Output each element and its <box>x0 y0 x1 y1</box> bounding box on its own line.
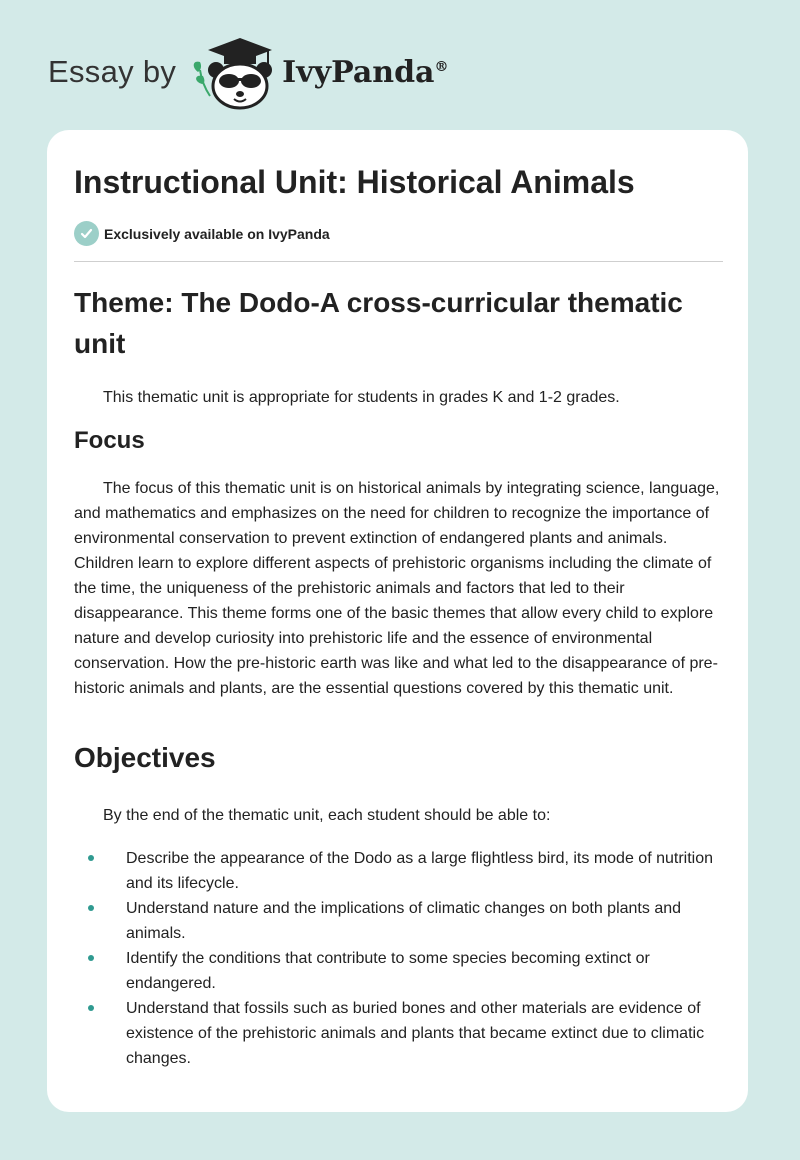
essay-by-label: Essay by <box>48 54 177 89</box>
list-item-text: Understand that fossils such as buried bones and other materials are evidence of existence of the prehistoric animals and plants that became extinct due to climatic changes. <box>126 1000 705 1067</box>
theme-heading: Theme: The Dodo-A cross-curricular thematic unit <box>74 287 683 359</box>
theme-paragraph: This thematic unit is appropriate for students in grades K and 1-2 grades. <box>103 389 620 406</box>
list-item-text: Describe the appearance of the Dodo as a large flightless bird, its mode of nutrition and its lifecycle. <box>126 850 713 892</box>
panda-logo-icon[interactable] <box>188 32 280 112</box>
focus-paragraph: The focus of this thematic unit is on historical animals by integrating science, language, and mathematics and emphasizes on the need for children to recognize the importance of environmental conservation to prevent extinction of endangered plants and animals. Children learn to explore different aspects of prehistoric organisms including the climate of the time, the uniqueness of the prehistoric animals and factors that led to their disappearance. This theme forms one of the basic themes that allow every child to explore nature and develop curiosity into prehistoric life and the essence of environmental conservation. How the pre-historic earth was like and what led to the disappearance of pre-historic animals and plants, are the essential questions covered by this thematic unit. <box>74 480 720 697</box>
site-header <box>48 32 449 112</box>
bullet-dot <box>88 955 94 961</box>
list-item <box>74 846 724 896</box>
focus-heading: Focus <box>74 427 145 454</box>
bullet-dot <box>88 855 94 861</box>
registered-mark: ® <box>434 58 449 75</box>
brand-name[interactable]: IvyPanda® <box>282 54 449 90</box>
exclusive-badge-label: Exclusively available on IvyPanda <box>104 225 330 242</box>
list-item <box>74 946 724 996</box>
essay-card <box>47 130 748 1112</box>
list-item <box>74 896 724 946</box>
page-title: Instructional Unit: Historical Animals <box>74 164 635 200</box>
objectives-heading: Objectives <box>74 742 216 773</box>
objectives-list <box>74 846 724 1071</box>
check-icon <box>74 221 99 246</box>
bullet-dot <box>88 905 94 911</box>
objectives-intro: By the end of the thematic unit, each student should be able to: <box>103 807 551 824</box>
exclusive-badge <box>74 221 330 246</box>
list-item <box>74 996 724 1071</box>
list-item-text: Understand nature and the implications of climatic changes on both plants and animals. <box>126 900 682 942</box>
list-item-text: Identify the conditions that contribute to some species becoming extinct or endangered. <box>126 950 650 992</box>
divider <box>74 261 723 262</box>
bullet-dot <box>88 1005 94 1011</box>
